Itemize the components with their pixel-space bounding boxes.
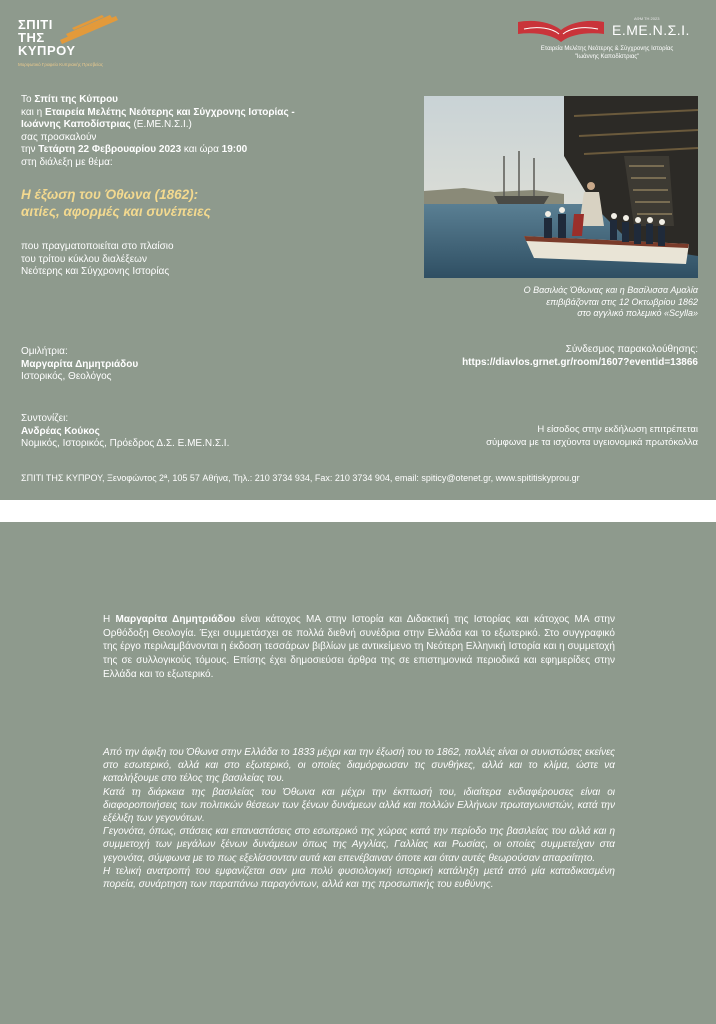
notice-line1: Η είσοδος στην εκδήλωση επιτρέπεται xyxy=(537,424,698,435)
lecture-abstract xyxy=(103,746,615,891)
logo-left-line2: ΤΗΣ xyxy=(18,30,45,45)
caption-line1: Ο Βασιλιάς Όθωνας και η Βασίλισσα Αμαλία xyxy=(523,285,698,295)
abstract-paragraph-4: Η τελική ανατροπή του εμφανίζεται σαν μια πολύ φυσιολογική ιστορική κατάληξη μετά από μία καταδικασμένη πορεία, συνάρτηση των παραπάνω παραγόντων, αλλά και της προσωπικής του ευθύνης. xyxy=(103,865,615,891)
intro-line1 xyxy=(21,94,411,107)
health-notice xyxy=(486,424,698,449)
speaker-label: Ομιλήτρια: xyxy=(21,346,68,357)
logo-left-tagline: Μορφωτικό Γραφείο Κυπριακής Πρεσβείας xyxy=(18,62,104,67)
bio-pre: Η xyxy=(103,614,116,625)
coordinator-name xyxy=(21,426,229,439)
logo-left-line1: ΣΠΙΤΙ xyxy=(18,17,53,32)
caption-line2: επιβιβάζονται στις 12 Οκτωβρίου 1862 xyxy=(546,296,698,307)
coordinator-name-text: Ανδρέας Κούκος xyxy=(21,425,100,437)
stream-link-url[interactable]: https://diavlos.grnet.gr/room/1607?eventid=13866 xyxy=(462,357,698,368)
series-line3: Νεότερης και Σύγχρονης Ιστορίας xyxy=(21,266,170,277)
spiti-tis-kyprou-logo xyxy=(18,14,128,70)
logo-right-subtitle2: "Ιωάννης Καποδίστριας" xyxy=(574,54,640,60)
intro-l1-pre: Το xyxy=(21,94,35,105)
ship-painting-illustration xyxy=(424,96,698,278)
speaker-role: Ιστορικός, Θεολόγος xyxy=(21,371,112,382)
event-date: Τετάρτη 22 Φεβρουαρίου 2023 xyxy=(38,144,182,156)
coordinator-label: Συντονίζει: xyxy=(21,413,69,424)
contact-footer: ΣΠΙΤΙ ΤΗΣ ΚΥΠΡΟΥ, Ξενοφώντος 2ª, 105 57 Αθήνα, Τηλ.: 210 3734 934, Fax: 210 3734 904, email: spiticy@otenet.gr, www.spititiskyprou.gr xyxy=(21,473,580,483)
logo-right-mini: ΑΦΜ ΤΗ 2023 xyxy=(634,16,660,21)
intro-l3-bold: Ιωάννης Καποδίστριας xyxy=(21,119,131,131)
logo-right-name: Ε.ΜΕ.Ν.Σ.Ι. xyxy=(612,22,690,38)
open-book-icon xyxy=(516,16,606,44)
abstract-paragraph-2: Κατά τη διάρκεια της βασιλείας του Όθωνα και μέχρι την έκπτωσή του, ιδιαίτερα ενδιαφέρουσες είναι οι διαφοροποιήσεις των πολιτικών θέσεων των ξένων δυνάμεων αλλά και πολλών Ελλήνων πρωταγωνιστών, κατά την εξέλιξη των γεγονότων. xyxy=(103,786,615,825)
series-line2: του τρίτου κύκλου διαλέξεων xyxy=(21,253,147,265)
stream-link-label: Σύνδεσμος παρακολούθησης: xyxy=(565,344,698,355)
intro-line2 xyxy=(21,107,411,120)
intro-l5-pre: την xyxy=(21,144,39,156)
caption-line3: στο αγγλικό πολεμικό «Scylla» xyxy=(577,308,698,318)
bio-text: είναι κάτοχος ΜΑ στην Ιστορία και Διδακτική της Ιστορίας και κάτοχος ΜΑ στην Ορθόδοξη Θεολογία. Έχει συμμετάσχει σε πολλά διεθνή συνέδρια στην Ελλάδα και το εξωτερικό. Στο συγγραφικό της έργο περιλαμβάνονται η έκδοση τεσσάρων βιβλίων με αντικείμενο τη Νεότερη Ελληνική Ιστορία και η συμμετοχή της σε συλλογικούς τόμους. Επίσης έχει δημοσιεύσει άρθρα της σε επιστημονικά περιοδικά και εφημερίδες στην Ελλάδα και το εξωτερικό. xyxy=(103,614,615,680)
lecture-title-line1: Η έξωση του Όθωνα (1862): xyxy=(21,187,199,202)
coordinator-block xyxy=(21,413,229,451)
speaker-name xyxy=(21,359,138,372)
invitation-text xyxy=(21,94,411,170)
abstract-paragraph-1: Από την άφιξη του Όθωνα στην Ελλάδα το 1833 μέχρι και την έξωσή του το 1862, πολλές είναι οι συνιστώσες εκείνες στο εσωτερικό, αλλά και στο εξωτερικό, οι οποίες διαμόρφωσαν τις συνθήκες, αλλά και το κλίμα, ώστε να καταλήξουμε στο τέλος της βασιλείας του. xyxy=(103,747,615,785)
intro-l1-bold: Σπίτι της Κύπρου xyxy=(34,94,119,105)
emensi-logo xyxy=(512,14,702,74)
intro-line5 xyxy=(21,144,411,157)
intro-l3-post: (Ε.ΜΕ.Ν.Σ.Ι.) xyxy=(130,119,192,131)
abstract-paragraph-3: Γεγονότα, όπως, στάσεις και επαναστάσεις στο εσωτερικό της χώρας κατά την περίοδο της βασιλείας του αλλά και η συμμετοχή των μεγάλων ξένων δυνάμεων όπως της Αγγλίας, Γαλλίας και Ρωσίας, οι οποίες συμμετείχαν στα γεγονότα, σύμφωνα με το πως εξελίσσονταν αυτά και επενέβαιναν όποτε και όταν αυτές θεωρούσαν απαραίτητο. xyxy=(103,826,615,864)
lecture-title xyxy=(21,186,401,220)
lecture-title-line2: αιτίες, αφορμές και συνέπειες xyxy=(21,204,211,219)
intro-line6: στη διάλεξη με θέμα: xyxy=(21,156,113,168)
intro-line3 xyxy=(21,119,411,132)
logo-left-line3: ΚΥΠΡΟΥ xyxy=(18,43,76,58)
speaker-name-text: Μαργαρίτα Δημητριάδου xyxy=(21,358,139,370)
series-line1: που πραγματοποιείται στο πλαίσιο xyxy=(21,241,174,252)
intro-l2-bold: Εταιρεία Μελέτης Νεότερης και Σύγχρονης Ιστορίας - xyxy=(45,106,295,118)
coordinator-role: Νομικός, Ιστορικός, Πρόεδρος Δ.Σ. Ε.ΜΕ.Ν.Σ.Ι. xyxy=(21,438,230,449)
notice-line2: σύμφωνα με τα ισχύοντα υγειονομικά πρωτόκολλα xyxy=(486,436,698,448)
intro-line4: σας προσκαλούν xyxy=(21,131,97,143)
speaker-bio xyxy=(103,613,615,682)
stripes-icon xyxy=(58,14,120,46)
lecture-series xyxy=(21,241,321,279)
invitation-card xyxy=(0,0,716,500)
intro-l2-pre: και η xyxy=(21,106,45,118)
logo-right-subtitle1: Εταιρεία Μελέτης Νεότερης & Σύγχρονης Ιστορίας xyxy=(540,46,674,52)
bio-name: Μαργαρίτα Δημητριάδου xyxy=(115,614,236,625)
event-time: 19:00 xyxy=(221,144,248,156)
intro-l5-mid: και ώρα xyxy=(181,144,222,156)
speaker-block xyxy=(21,346,138,384)
painting-image xyxy=(424,96,698,278)
stream-link-block xyxy=(462,343,698,369)
painting-caption xyxy=(398,285,698,320)
